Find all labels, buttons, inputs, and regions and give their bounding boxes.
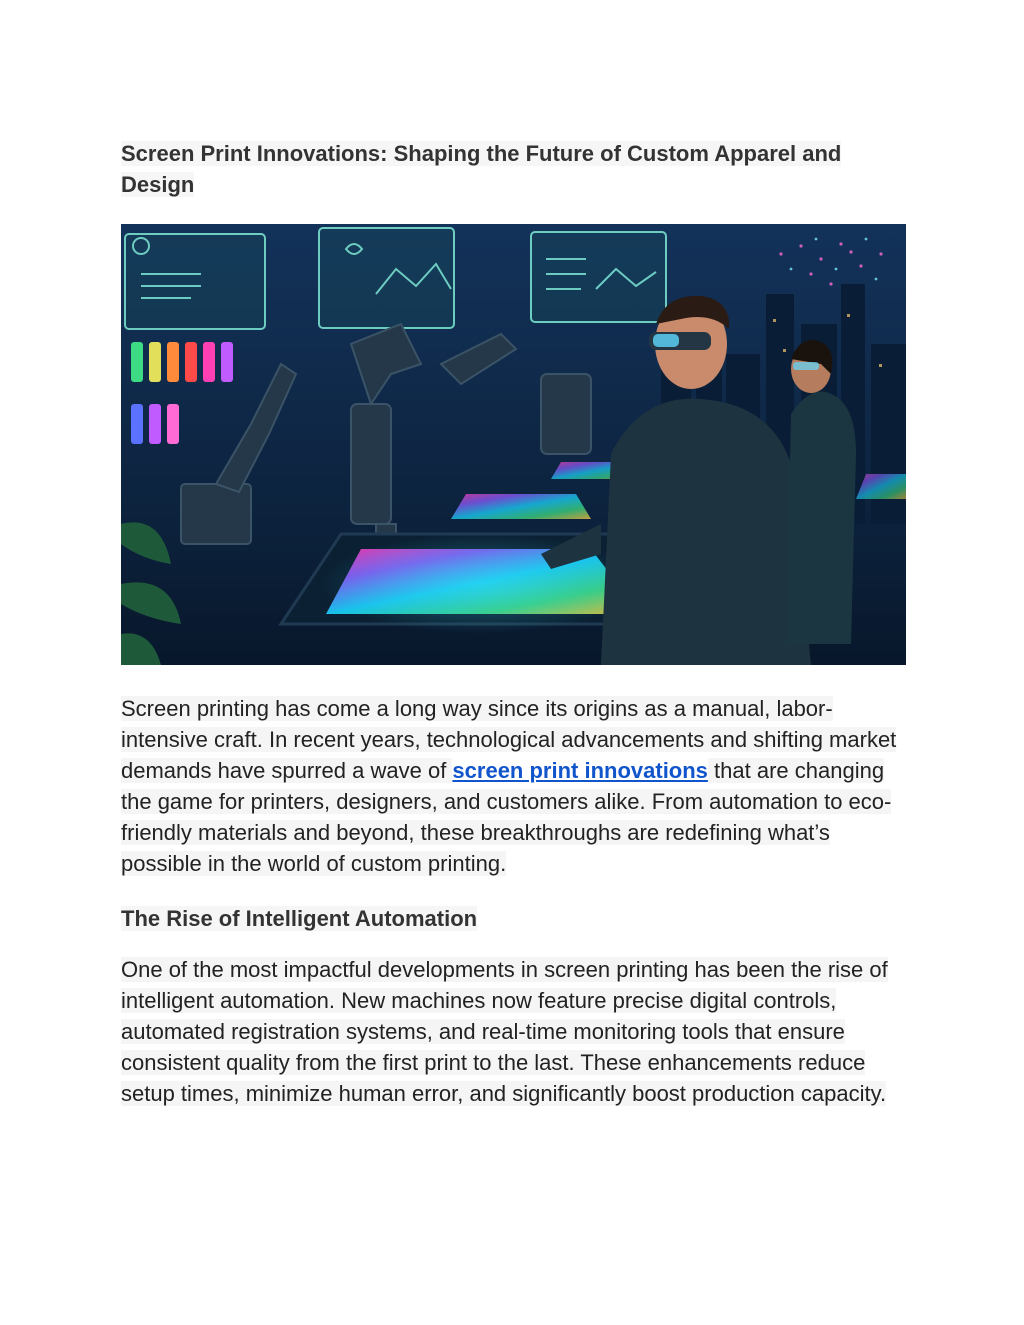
intro-text-before-link: Screen printing has come a long way since its origins as a manual, labor-intensive craft. In recent years, technological advancements and shifting market demands have spurred a wave of	[121, 696, 897, 783]
section-heading: The Rise of Intelligent Automation	[121, 906, 478, 931]
section-paragraph: One of the most impactful developments in screen printing has been the rise of intelligent automation. New machines now feature precise digital controls, automated registration systems, and real-time monitoring tools that ensure consistent quality from the first print to the last. These enhancements reduce setup times, minimize human error, and significantly boost production capacity.	[121, 957, 888, 1106]
screen-print-innovations-link[interactable]: screen print innovations	[452, 758, 708, 783]
intro-paragraph	[121, 693, 906, 879]
holo-panels	[125, 228, 666, 329]
article-title: Screen Print Innovations: Shaping the Future of Custom Apparel and Design	[121, 141, 842, 197]
article	[121, 138, 906, 1109]
hero-image	[121, 224, 906, 665]
intro-text-after-link: that are changing the game for printers, designers, and customers alike. From automation to eco-friendly materials and beyond, these breakthroughs are redefining what’s possible in the world of custom printing.	[121, 758, 892, 876]
